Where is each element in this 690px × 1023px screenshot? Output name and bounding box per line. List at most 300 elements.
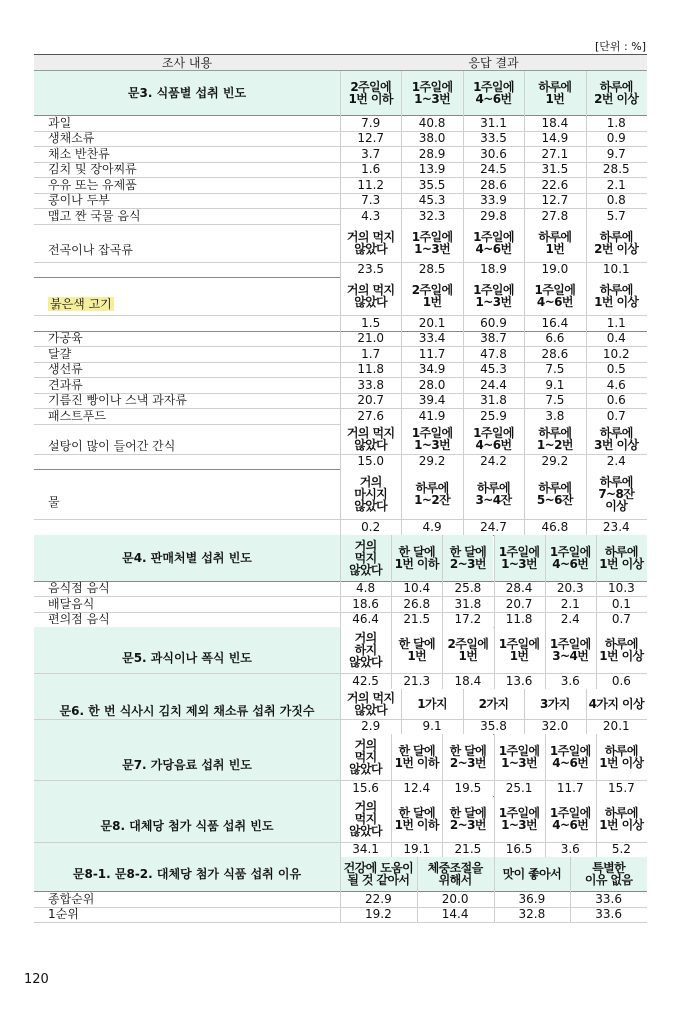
column-divider (596, 596, 597, 612)
column-divider (340, 193, 341, 209)
column-divider (442, 734, 443, 780)
q8-option: 한 달에 1번 이하 (391, 796, 442, 842)
column-divider (494, 581, 495, 597)
q6-value: 32.0 (541, 719, 569, 734)
q3-option: 2주일에 1번 이하 (340, 71, 401, 115)
q81-option: 특별한 이유 없음 (570, 857, 647, 891)
q3-row-value: 7.9 (361, 115, 381, 130)
q3-row-label: 맵고 짠 국물 음식 (48, 208, 141, 223)
q4-option: 1주일에 4~6번 (545, 535, 596, 581)
column-divider (340, 842, 341, 858)
q3-water-option: 하루에 3~4잔 (463, 469, 524, 519)
q7-option: 하루에 1번 이상 (596, 734, 647, 780)
column-divider (463, 277, 464, 315)
q3-meat-row-value: 21.0 (357, 331, 385, 346)
q3-meat-row-value: 28.0 (418, 377, 446, 392)
column-divider (391, 596, 392, 612)
column-divider (340, 596, 341, 612)
q3-row-value: 5.7 (606, 208, 626, 223)
row-divider (34, 922, 647, 923)
column-divider (586, 208, 587, 224)
q3-sweets-label: 설탕이 많이 들어간 간식 (48, 439, 176, 454)
column-divider (586, 71, 587, 115)
column-divider (596, 734, 597, 780)
q3-row-value: 13.9 (418, 162, 446, 177)
column-divider (401, 469, 402, 519)
survey-table (34, 54, 647, 966)
q3-water-option: 하루에 7~8잔 이상 (586, 469, 647, 519)
q7-option: 한 달에 1번 이하 (391, 734, 442, 780)
column-divider (570, 891, 571, 907)
header-col2: 응답 결과 (468, 55, 519, 70)
q3-row-value: 1.8 (606, 115, 626, 130)
q3-row-value: 11.2 (357, 177, 385, 192)
q5-value: 42.5 (352, 673, 379, 688)
column-divider (524, 315, 525, 331)
q3-water-label: 물 (48, 494, 60, 509)
q3-row-value: 0.9 (606, 131, 626, 146)
column-divider (524, 377, 525, 393)
column-divider (494, 627, 495, 673)
q3-row-label: 채소 반찬류 (48, 146, 110, 161)
column-divider (401, 193, 402, 209)
q4-row-value: 2.1 (560, 596, 580, 611)
q4-row-value: 10.4 (403, 581, 431, 596)
column-divider (463, 689, 464, 719)
column-divider (494, 891, 495, 907)
q3-row-value: 29.8 (480, 208, 507, 223)
column-divider (340, 146, 341, 162)
q5-value: 18.4 (454, 673, 482, 688)
q3-meat-row-value: 41.9 (418, 408, 446, 423)
column-divider (545, 796, 546, 842)
column-divider (494, 842, 495, 858)
q8-title: 문8. 대체당 첨가 식품 섭취 빈도 (34, 796, 340, 858)
q81-row-value: 20.0 (441, 891, 469, 906)
q3-meat-row-value: 33.8 (357, 377, 385, 392)
column-divider (524, 454, 525, 470)
header-col1: 조사 내용 (161, 55, 213, 70)
column-divider (463, 131, 464, 147)
column-divider (463, 469, 464, 519)
column-divider (524, 393, 525, 409)
q81-row-value: 32.8 (518, 907, 546, 922)
column-divider (401, 689, 402, 719)
q81-row-value: 33.6 (595, 907, 622, 922)
q81-option: 체중조절을 위해서 (417, 857, 494, 891)
q3-meat-value: 1.5 (361, 315, 381, 330)
column-divider (596, 535, 597, 581)
q81-row-value: 33.6 (595, 891, 622, 906)
column-divider (463, 377, 464, 393)
column-divider (340, 262, 341, 278)
q3-row-value: 30.6 (480, 146, 507, 161)
q81-row-label: 1순위 (48, 907, 79, 922)
column-divider (463, 262, 464, 278)
column-divider (340, 315, 341, 331)
q3-sweets-option: 거의 먹지 않았다 (340, 424, 401, 454)
column-divider (391, 842, 392, 858)
q3-meat-row-value: 6.6 (545, 331, 565, 346)
column-divider (340, 581, 341, 597)
q3-row-value: 27.1 (541, 146, 569, 161)
column-divider (463, 71, 464, 115)
q6-option: 3가지 (524, 689, 585, 719)
column-divider (340, 424, 341, 454)
column-divider (463, 346, 464, 362)
q3-row-value: 22.6 (541, 177, 569, 192)
column-divider (586, 519, 587, 535)
column-divider (463, 162, 464, 178)
column-divider (463, 193, 464, 209)
column-divider (401, 131, 402, 147)
column-divider (463, 393, 464, 409)
column-divider (524, 519, 525, 535)
column-divider (340, 377, 341, 393)
q3-meat-row-value: 0.7 (606, 408, 626, 423)
column-divider (586, 454, 587, 470)
q3-meat-row-value: 1.7 (361, 346, 381, 361)
q5-value: 21.3 (403, 673, 431, 688)
q3-row-value: 2.1 (606, 177, 626, 192)
q6-title: 문6. 한 번 식사시 김치 제외 채소류 섭취 가짓수 (34, 689, 340, 735)
column-divider (494, 596, 495, 612)
column-divider (545, 780, 546, 796)
q3-row-value: 0.8 (606, 193, 626, 208)
q3-meat-label: 붉은색 고기 (50, 296, 112, 311)
q3-row-label: 과일 (48, 115, 72, 130)
column-divider (340, 689, 341, 719)
column-divider (442, 535, 443, 581)
q6-option: 1가지 (401, 689, 462, 719)
column-divider (340, 408, 341, 424)
q3-meat-option: 1주일에 1~3번 (463, 277, 524, 315)
q4-option: 1주일에 1~3번 (494, 535, 545, 581)
q3-row-value: 38.0 (418, 131, 446, 146)
q3-meat-row-label: 기름진 빵이나 스낵 과자류 (48, 393, 187, 408)
q4-option: 한 달에 2~3번 (442, 535, 493, 581)
column-divider (494, 612, 495, 628)
column-divider (545, 673, 546, 689)
column-divider (340, 331, 341, 347)
q5-option: 1주일에 3~4번 (545, 627, 596, 673)
q3-sweets-value: 24.2 (480, 454, 507, 469)
q5-option: 한 달에 1번 (391, 627, 442, 673)
column-divider (401, 331, 402, 347)
q8-value: 19.1 (403, 842, 431, 857)
q3-grain-option: 하루에 2번 이상 (586, 224, 647, 262)
column-divider (442, 780, 443, 796)
column-divider (340, 162, 341, 178)
column-divider (545, 581, 546, 597)
column-divider (586, 408, 587, 424)
q4-row-value: 26.8 (403, 596, 431, 611)
column-divider (524, 331, 525, 347)
q3-sweets-option: 하루에 1~2번 (524, 424, 585, 454)
column-divider (494, 780, 495, 796)
column-divider (586, 424, 587, 454)
q3-water-option: 하루에 5~6잔 (524, 469, 585, 519)
column-divider (494, 535, 495, 581)
column-divider (596, 612, 597, 628)
q81-option: 맛이 좋아서 (494, 857, 571, 891)
q3-sweets-option: 1주일에 1~3번 (401, 424, 462, 454)
q7-option: 한 달에 2~3번 (442, 734, 493, 780)
column-divider (586, 469, 587, 519)
column-divider (463, 331, 464, 347)
q3-meat-row-value: 47.8 (480, 346, 507, 361)
column-divider (463, 408, 464, 424)
column-divider (494, 796, 495, 842)
column-divider (401, 177, 402, 193)
column-divider (401, 393, 402, 409)
column-divider (596, 627, 597, 673)
q3-sweets-value: 29.2 (541, 454, 569, 469)
q7-value: 19.5 (454, 780, 482, 795)
q3-meat-option: 2주일에 1번 (401, 277, 462, 315)
column-divider (401, 719, 402, 735)
q8-value: 16.5 (505, 842, 533, 857)
q3-water-option: 하루에 1~2잔 (401, 469, 462, 519)
q3-water-value: 24.7 (480, 519, 507, 534)
column-divider (586, 362, 587, 378)
column-divider (596, 673, 597, 689)
q5-option: 거의 하지 않았다 (340, 627, 391, 673)
q3-sweets-value: 15.0 (357, 454, 385, 469)
q4-row-value: 2.4 (560, 612, 580, 627)
q5-option: 하루에 1번 이상 (596, 627, 647, 673)
q3-grain-value: 28.5 (418, 262, 446, 277)
q3-water-value: 0.2 (361, 519, 381, 534)
column-divider (524, 277, 525, 315)
q3-meat-row-value: 39.4 (418, 393, 446, 408)
column-divider (586, 331, 587, 347)
column-divider (524, 208, 525, 224)
column-divider (401, 71, 402, 115)
q3-row-value: 35.5 (418, 177, 446, 192)
q81-row-label: 종합순위 (48, 891, 95, 906)
column-divider (570, 907, 571, 923)
q7-value: 15.6 (352, 780, 379, 795)
column-divider (570, 857, 571, 891)
q3-grain-value: 10.1 (602, 262, 630, 277)
column-divider (463, 224, 464, 262)
unit-label: [단위 : %] (595, 40, 646, 53)
column-divider (391, 581, 392, 597)
q7-value: 11.7 (556, 780, 584, 795)
column-divider (524, 131, 525, 147)
q4-row-value: 11.8 (505, 612, 533, 627)
column-divider (586, 346, 587, 362)
q3-meat-value: 60.9 (480, 315, 507, 330)
column-divider (524, 719, 525, 735)
column-divider (586, 315, 587, 331)
column-divider (524, 71, 525, 115)
q3-option: 1주일에 4~6번 (463, 71, 524, 115)
q3-meat-row-value: 7.5 (545, 362, 565, 377)
column-divider (524, 424, 525, 454)
column-divider (401, 377, 402, 393)
column-divider (391, 612, 392, 628)
column-divider (401, 424, 402, 454)
column-divider (417, 891, 418, 907)
q3-row-value: 3.7 (361, 146, 381, 161)
q3-row-value: 1.6 (361, 162, 381, 177)
column-divider (545, 842, 546, 858)
column-divider (340, 115, 341, 131)
q4-row-value: 17.2 (454, 612, 482, 627)
q8-option: 하루에 1번 이상 (596, 796, 647, 842)
column-divider (524, 224, 525, 262)
q3-title: 문3. 식품별 섭취 빈도 (34, 71, 340, 115)
q81-row-value: 14.4 (441, 907, 469, 922)
column-divider (401, 315, 402, 331)
q3-row-value: 27.8 (541, 208, 569, 223)
q3-option: 1주일에 1~3번 (401, 71, 462, 115)
column-divider (340, 907, 341, 923)
q5-option: 2주일에 1번 (442, 627, 493, 673)
q3-row-value: 18.4 (541, 115, 569, 130)
q7-option: 거의 먹지 않았다 (340, 734, 391, 780)
q4-option: 거의 먹지 않았다 (340, 535, 391, 581)
column-divider (340, 208, 341, 224)
q4-row-value: 0.7 (611, 612, 631, 627)
column-divider (524, 146, 525, 162)
column-divider (340, 734, 341, 780)
column-divider (340, 780, 341, 796)
column-divider (442, 673, 443, 689)
q5-title: 문5. 과식이나 폭식 빈도 (34, 627, 340, 689)
q3-meat-row-value: 27.6 (357, 408, 385, 423)
q3-meat-row-value: 9.1 (545, 377, 565, 392)
q81-option: 건강에 도움이 될 것 같아서 (340, 857, 417, 891)
q4-option: 하루에 1번 이상 (596, 535, 647, 581)
q3-row-value: 28.5 (602, 162, 630, 177)
column-divider (494, 734, 495, 780)
column-divider (417, 857, 418, 891)
column-divider (340, 612, 341, 628)
column-divider (586, 689, 587, 719)
column-divider (401, 454, 402, 470)
q3-sweets-value: 2.4 (606, 454, 626, 469)
q6-value: 20.1 (602, 719, 630, 734)
q3-grain-option: 1주일에 4~6번 (463, 224, 524, 262)
column-divider (340, 393, 341, 409)
column-divider (524, 262, 525, 278)
q6-option: 거의 먹지 않았다 (340, 689, 401, 719)
q3-meat-row-value: 0.4 (606, 331, 626, 346)
q3-meat-row-value: 25.9 (480, 408, 507, 423)
column-divider (391, 535, 392, 581)
q4-row-label: 편의점 음식 (48, 612, 110, 627)
q3-meat-row-value: 4.6 (606, 377, 626, 392)
q3-meat-value: 1.1 (606, 315, 626, 330)
column-divider (340, 719, 341, 735)
q4-row-value: 4.8 (356, 581, 376, 596)
q3-meat-row-value: 33.4 (418, 331, 446, 346)
q4-title: 문4. 판매처별 섭취 빈도 (34, 535, 340, 581)
q4-row-label: 음식점 음식 (48, 581, 110, 596)
column-divider (401, 162, 402, 178)
column-divider (340, 535, 341, 581)
q3-meat-row-label: 견과류 (48, 377, 83, 392)
q3-meat-value: 16.4 (541, 315, 569, 330)
q3-option: 하루에 2번 이상 (586, 71, 647, 115)
q3-meat-row-value: 28.6 (541, 346, 569, 361)
column-divider (463, 177, 464, 193)
column-divider (340, 891, 341, 907)
q81-row-value: 36.9 (518, 891, 546, 906)
column-divider (524, 408, 525, 424)
column-divider (391, 673, 392, 689)
q6-option: 2가지 (463, 689, 524, 719)
q4-row-value: 46.4 (352, 612, 379, 627)
column-divider (524, 177, 525, 193)
column-divider (442, 796, 443, 842)
column-divider (494, 857, 495, 891)
q3-sweets-option: 하루에 3번 이상 (586, 424, 647, 454)
column-divider (586, 115, 587, 131)
q3-row-value: 31.5 (541, 162, 569, 177)
column-divider (401, 346, 402, 362)
q3-row-value: 28.9 (418, 146, 446, 161)
q3-meat-row-value: 45.3 (480, 362, 507, 377)
column-divider (524, 193, 525, 209)
q8-value: 34.1 (352, 842, 379, 857)
column-divider (586, 224, 587, 262)
q4-row-value: 31.8 (454, 596, 482, 611)
column-divider (545, 627, 546, 673)
q3-row-value: 7.3 (361, 193, 381, 208)
q5-value: 0.6 (611, 673, 631, 688)
q3-grain-option: 거의 먹지 않았다 (340, 224, 401, 262)
q7-title: 문7. 가당음료 섭취 빈도 (34, 734, 340, 796)
column-divider (494, 673, 495, 689)
column-divider (417, 907, 418, 923)
column-divider (391, 780, 392, 796)
q7-value: 15.7 (608, 780, 635, 795)
column-divider (340, 346, 341, 362)
q3-row-label: 콩이나 두부 (48, 193, 110, 208)
column-divider (586, 262, 587, 278)
q3-meat-row-value: 11.7 (418, 346, 446, 361)
column-divider (340, 224, 341, 262)
column-divider (524, 469, 525, 519)
column-divider (586, 377, 587, 393)
q6-value: 35.8 (480, 719, 507, 734)
q8-option: 1주일에 4~6번 (545, 796, 596, 842)
column-divider (586, 177, 587, 193)
column-divider (340, 454, 341, 470)
column-divider (596, 780, 597, 796)
q3-meat-row-label: 생선류 (48, 362, 83, 377)
column-divider (391, 734, 392, 780)
q4-option: 한 달에 1번 이하 (391, 535, 442, 581)
column-divider (586, 146, 587, 162)
q3-meat-row-label: 패스트푸드 (48, 408, 106, 423)
q3-meat-row-value: 31.8 (480, 393, 507, 408)
column-divider (463, 115, 464, 131)
q3-meat-option: 하루에 1번 이상 (586, 277, 647, 315)
column-divider (340, 673, 341, 689)
column-divider (463, 208, 464, 224)
q6-value: 2.9 (361, 719, 381, 734)
q3-sweets-option: 1주일에 4~6번 (463, 424, 524, 454)
q7-option: 1주일에 1~3번 (494, 734, 545, 780)
q8-value: 3.6 (560, 842, 580, 857)
q8-option: 거의 먹지 않았다 (340, 796, 391, 842)
q3-water-value: 23.4 (602, 519, 630, 534)
